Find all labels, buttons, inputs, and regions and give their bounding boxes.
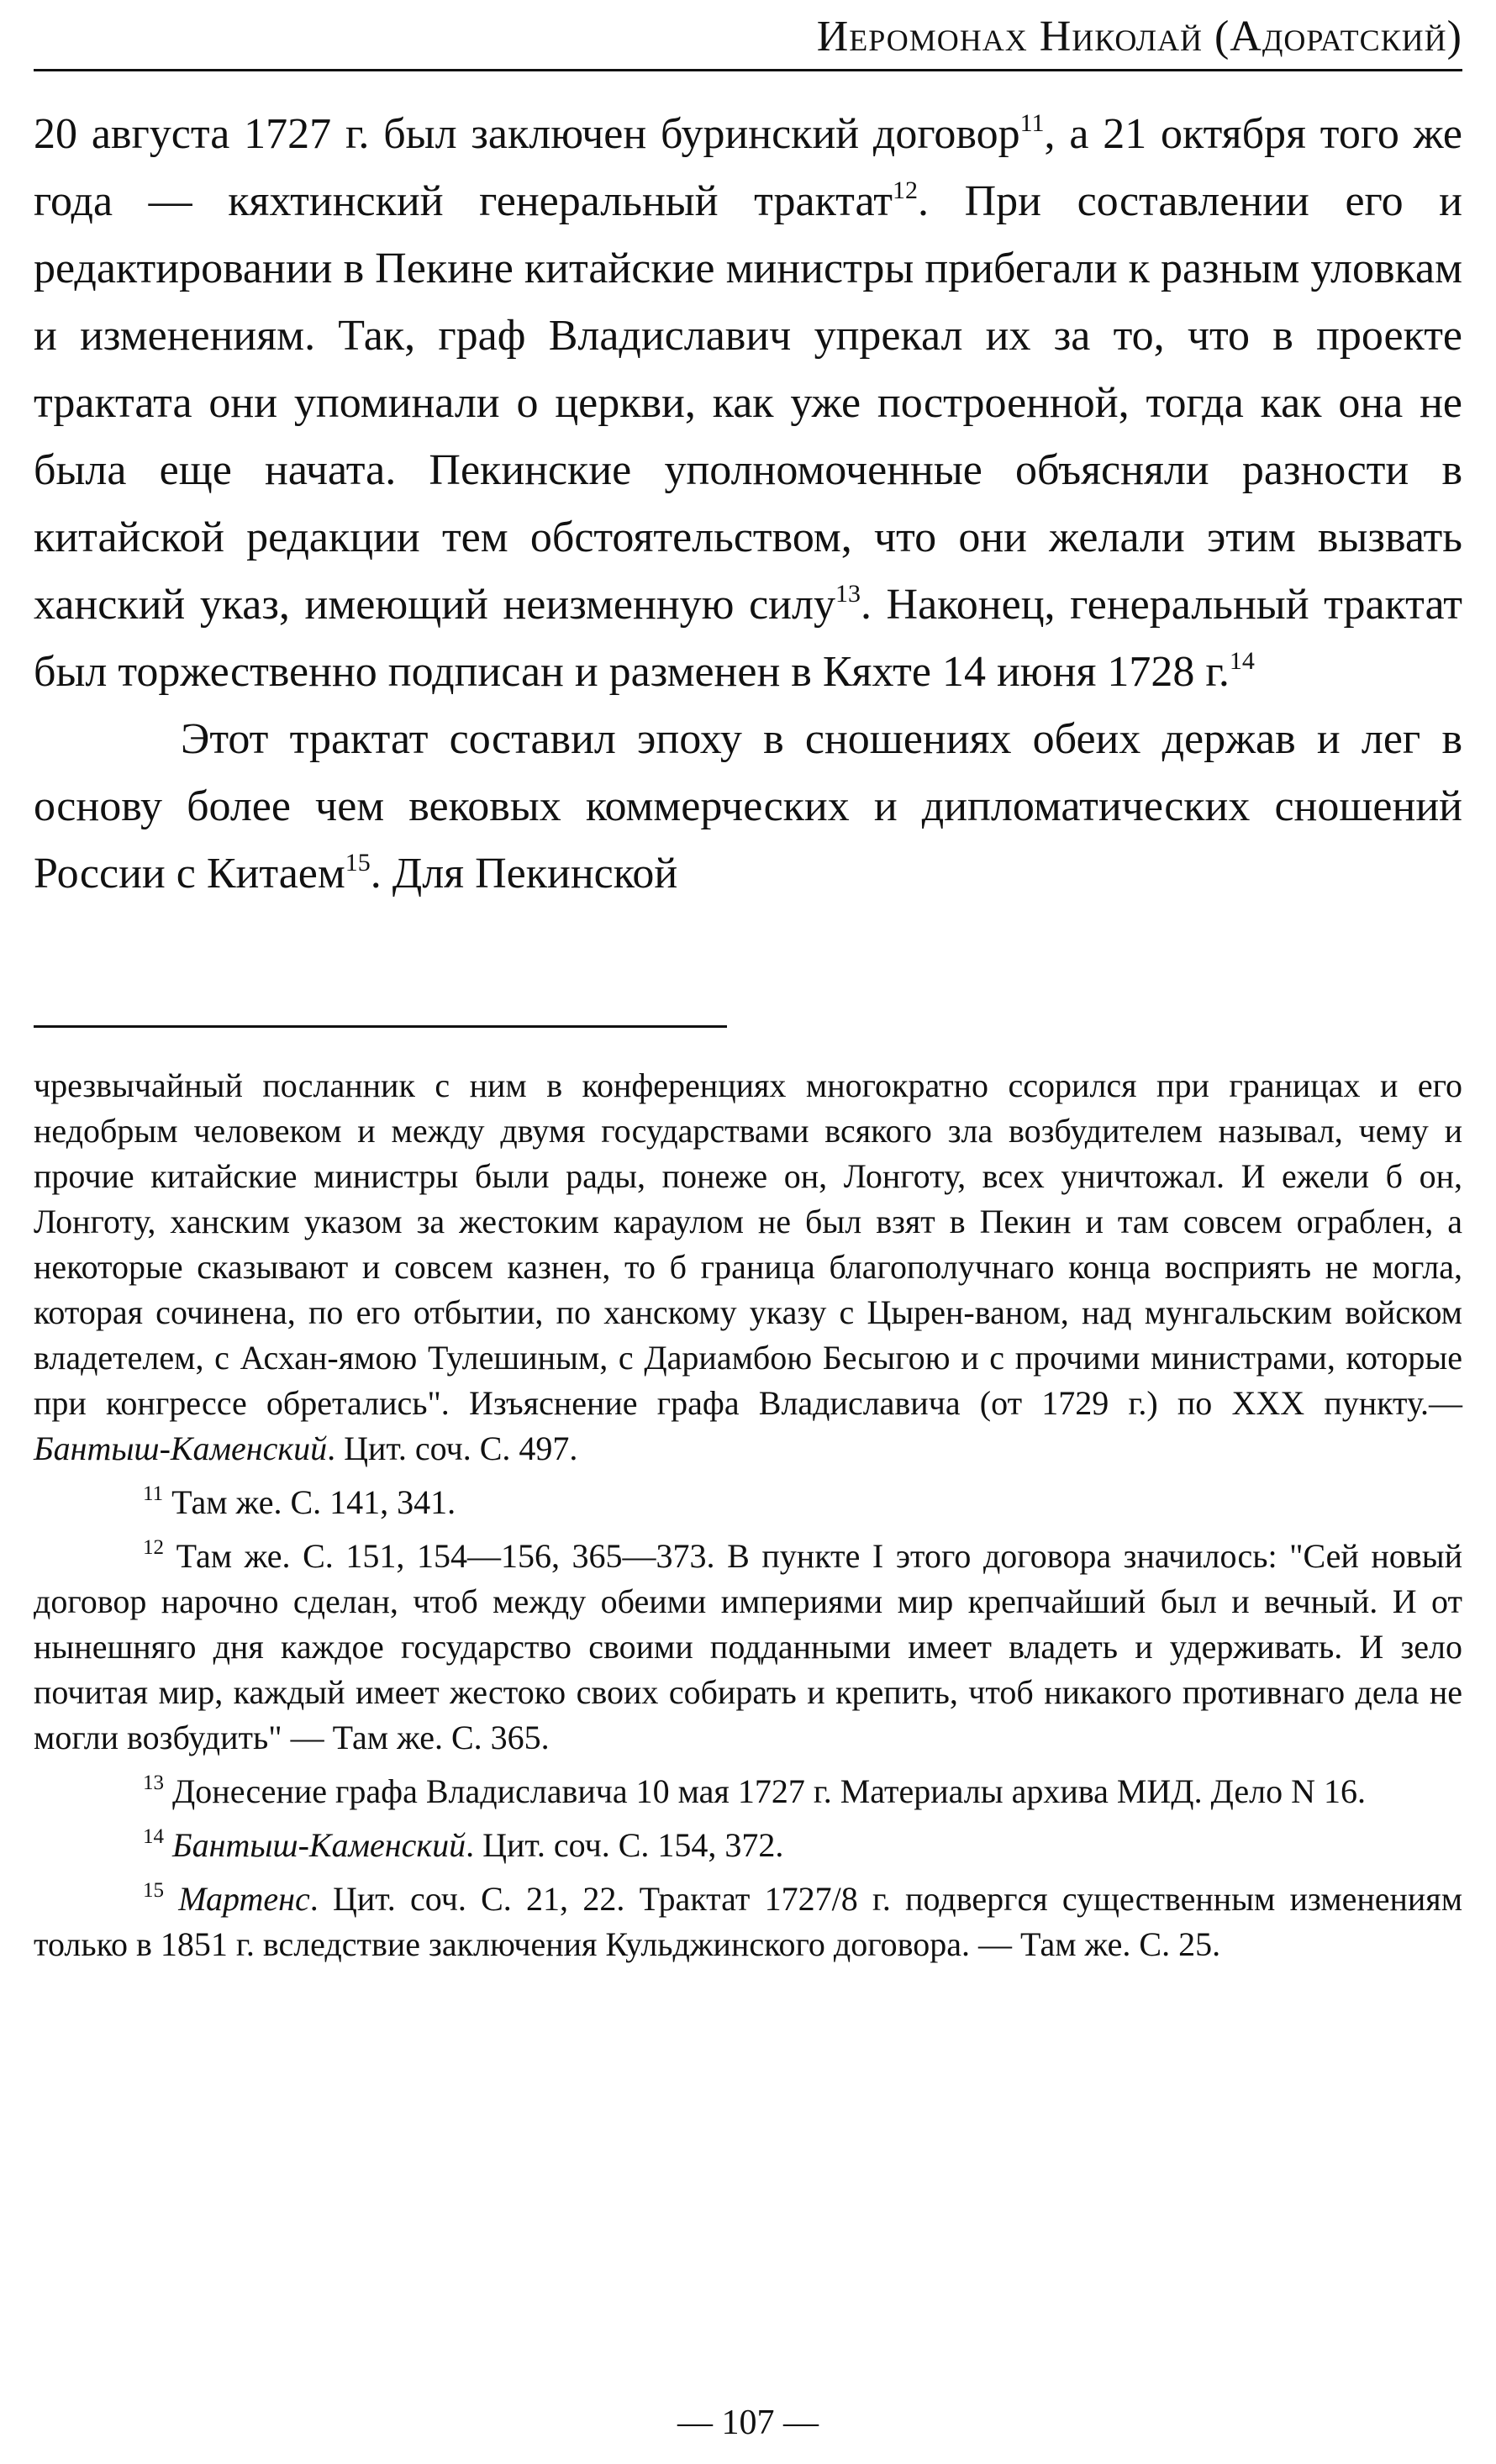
footnote-14 bbox=[34, 1823, 1462, 1868]
p1-text-1: 20 августа 1727 г. был заключен буринский договор bbox=[34, 110, 1020, 158]
running-head-text: Иеромонах Николай (Адоратский) bbox=[816, 13, 1462, 61]
footnote-15 bbox=[34, 1877, 1462, 1967]
footnote-text-11: Там же. С. 141, 341. bbox=[163, 1483, 456, 1521]
footnote-author-14: Бантыш-Каменский bbox=[172, 1826, 466, 1864]
page-number: — 107 — bbox=[677, 2403, 819, 2442]
book-page bbox=[34, 0, 1462, 2464]
p2-text-1: Этот трактат составил эпоху в сношениях обеих держав и лег в основу более чем вековых коммерческих и дипломатических сношений России с Китаем bbox=[34, 715, 1462, 898]
footnote-13 bbox=[34, 1769, 1462, 1814]
footnote-11 bbox=[34, 1480, 1462, 1525]
fn-cont-author: Бантыш-Каменский bbox=[34, 1429, 328, 1467]
footnote-num-15: 15 bbox=[143, 1879, 164, 1902]
p2-text-2: . Для Пекинской bbox=[370, 850, 678, 898]
footnotes bbox=[34, 1063, 1462, 1976]
footnote-12 bbox=[34, 1534, 1462, 1761]
footnote-num-11: 11 bbox=[143, 1482, 164, 1505]
running-head bbox=[34, 5, 1462, 71]
footnote-continuation bbox=[34, 1063, 1462, 1472]
footnote-text-12: Там же. С. 151, 154—156, 365—373. В пункте I этого договора значилось: "Сей новый договор нарочно сделан, чтоб между обеими империями мир крепчайший был и вечный. И от нынешняго дня каждое государство своими подданными имеет владеть и удерживать. И зело почитая мир, каждый имеет жестоко своих собирать и крепить, чтоб никакого противнаго дела не могли возбудить" — Там же. С. 365. bbox=[34, 1537, 1462, 1756]
footnote-text-13: Донесение графа Владиславича 10 мая 1727 г. Материалы архива МИД. Дело N 16. bbox=[164, 1772, 1366, 1810]
footnote-num-12: 12 bbox=[143, 1536, 164, 1559]
footnote-num-13: 13 bbox=[143, 1772, 164, 1794]
footnote-ref-15[interactable]: 15 bbox=[345, 849, 371, 877]
footnote-ref-13[interactable]: 13 bbox=[835, 580, 861, 608]
main-text bbox=[34, 101, 1462, 908]
footnote-ref-11[interactable]: 11 bbox=[1019, 109, 1045, 137]
fn-cont-tail: . Цит. соч. С. 497. bbox=[327, 1429, 578, 1467]
p1-text-2: , а 21 октября того же года — кяхтинский генеральный трактат bbox=[34, 110, 1463, 225]
footnote-text-15: . Цит. соч. С. 21, 22. Трактат 1727/8 г. подвергся существенным изменениям только в 1851 г. вследствие заключения Кульджинского договора. — Там же. С. 25. bbox=[34, 1880, 1463, 1963]
paragraph-2 bbox=[34, 706, 1462, 908]
footnote-ref-12[interactable]: 12 bbox=[893, 176, 918, 204]
footnote-ref-14[interactable]: 14 bbox=[1229, 647, 1255, 675]
fn-cont-text: чрезвычайный посланник с ним в конференциях многократно ссорился при границах и его недобрым человеком и между двумя государствами всякого зла возбудителем называл, чему и прочие китайские министры были рады, понеже он, Лонготу, всех уничтожал. И ежели б он, Лонготу, ханским указом за жестоким караулом не был взят в Пекин и там совсем ограблен, а некоторые сказывают и совсем казнен, то б граница благополучнаго конца восприять не могла, которая сочинена, по его отбытии, по ханскому указу с Цырен-ваном, над мунгальским войском владетелем, с Асхан-ямою Тулешиным, с Дариамбою Бесыгою и с прочими министрами, которые при конгрессе обретались". Изъяснение графа Владиславича (от 1729 г.) по XXX пункту.— bbox=[34, 1066, 1462, 1422]
footnote-text-14: . Цит. соч. С. 154, 372. bbox=[466, 1826, 784, 1864]
footnote-author-15: Мартенс bbox=[178, 1880, 310, 1918]
paragraph-1 bbox=[34, 101, 1462, 706]
p1-text-4: . Наконец, генеральный трактат был торжественно подписан и разменен в Кяхте 14 июня 1728 г. bbox=[34, 581, 1462, 696]
footnote-num-14: 14 bbox=[143, 1825, 164, 1848]
footnote-separator bbox=[34, 1025, 727, 1028]
p1-text-3: . При составлении его и редактировании в Пекине китайские министры прибегали к разным уловкам и изменениям. Так, граф Владиславич упрекал их за то, что в проекте трактата они упоминали о церкви, как уже построенной, тогда как она не была еще начата. Пекинские уполномоченные объясняли разности в китайской редакции тем обстоятельством, что они желали этим вызвать ханский указ, имеющий неизменную силу bbox=[34, 177, 1462, 629]
